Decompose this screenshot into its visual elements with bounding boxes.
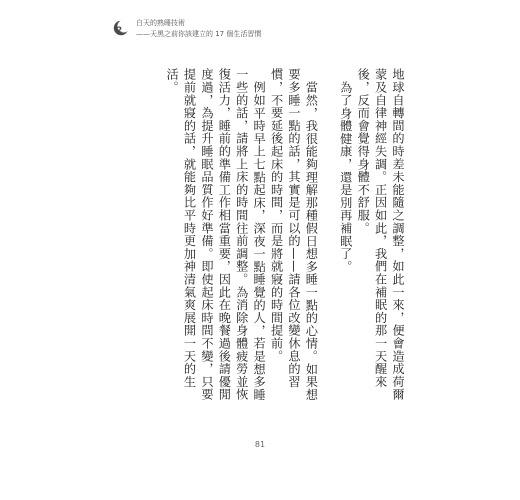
paragraph-4: 例如平時早上七點起床，深夜一點睡覺的人，若是想多睡一些的話，請將上床的時間往前調整。為消除身體疲勞並恢復活力，睡前的準備工作相當重要，因此在晚餐過後請優閒度過，為提升睡眠品質作好準備。即使起床時間不變，只要提前就寢的話，就能夠比平時更加神清氣爽展開一天的生活。: [165, 68, 267, 401]
crescent-moon-icon: [112, 19, 130, 37]
header-subtitle: ——天黑之前你該建立的 17 個生活習慣: [136, 30, 262, 38]
header-title: 白天的熟睡技術: [136, 19, 185, 27]
running-header: [112, 18, 261, 40]
paragraph-1: 地球自轉間的時差未能隨之調整，如此一來，便會造成荷爾蒙及自律神經失調。正因如此，我們在補眠的那一天醒來後，反而會覺得身體不舒服。: [356, 68, 405, 401]
paragraph-2: 為了身體健康，還是別再補眠了。: [338, 80, 353, 273]
vertical-body-text: [163, 68, 406, 408]
svg-text:2: 2: [116, 24, 123, 35]
header-text-block: [136, 18, 261, 40]
paragraph-3: 當然，我很能夠理解那種假日想多睡一點的心情。如果想要多睡一點的話，其實是可以的——請各位改變休息的習慣，不要延後起床的時間，而是將就寢的時間提前。: [269, 68, 319, 401]
page-number: 81: [254, 440, 266, 449]
